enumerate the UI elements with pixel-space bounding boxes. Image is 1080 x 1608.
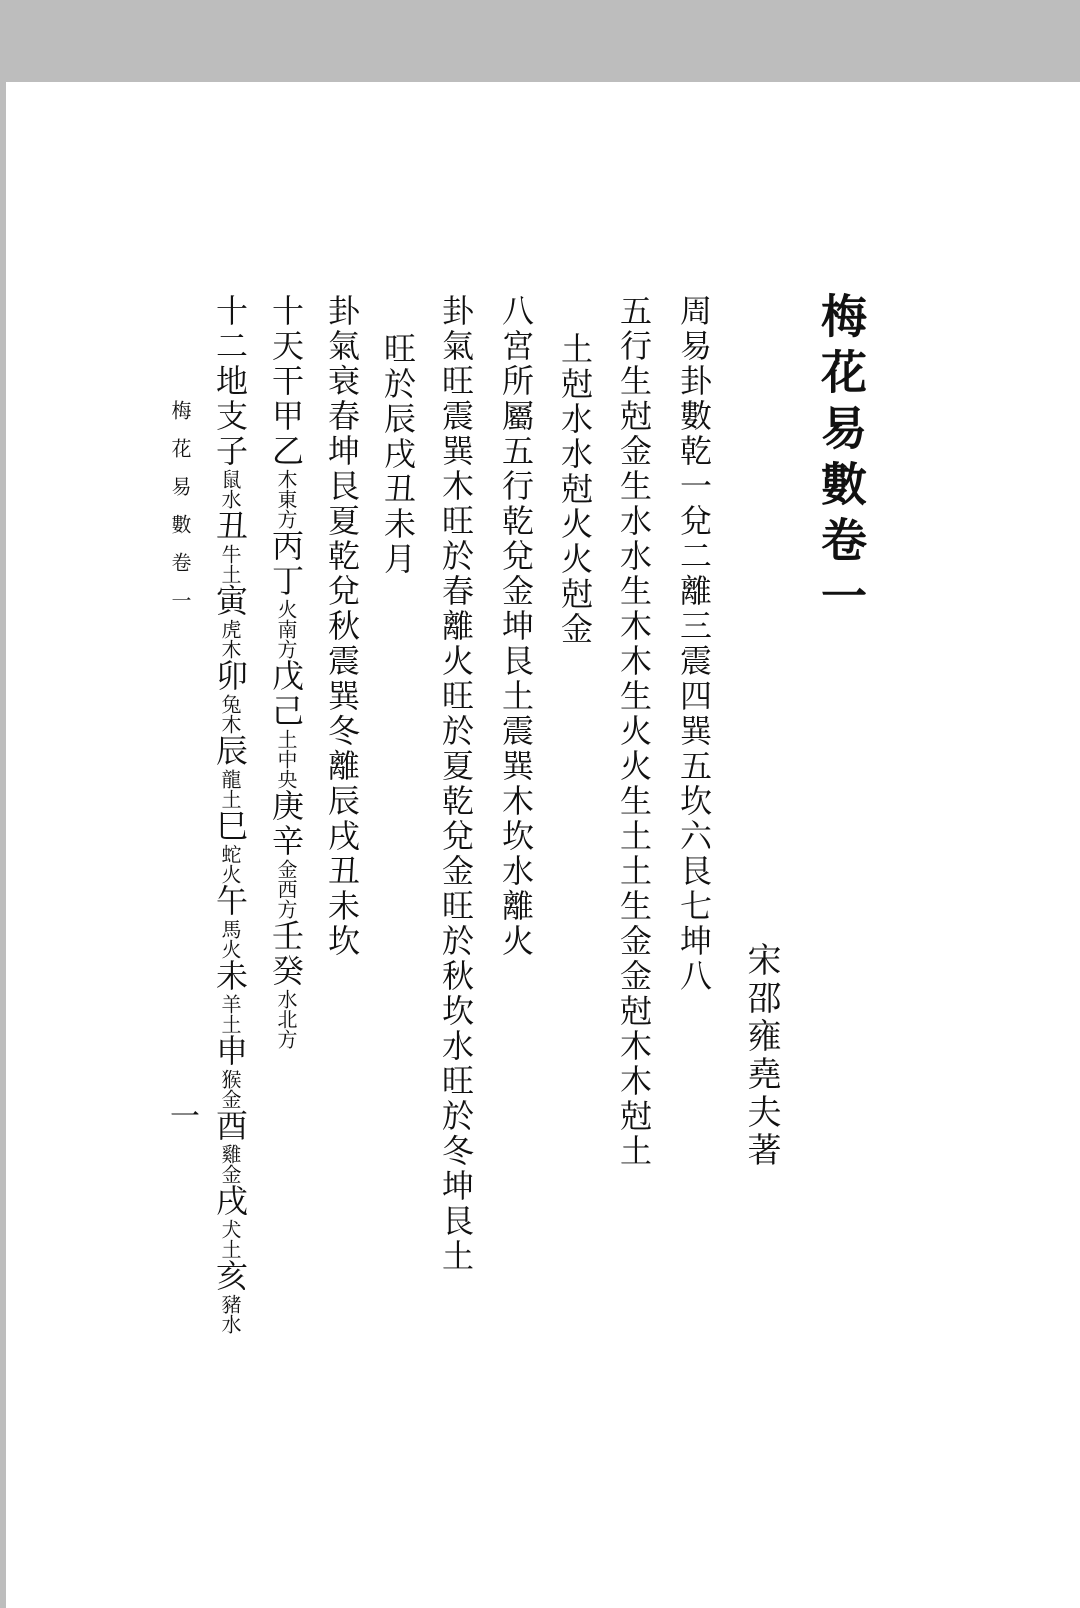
branch-char: 亥 <box>211 1259 249 1294</box>
author-line <box>743 942 779 1170</box>
stem-pair: 壬癸 <box>267 919 305 989</box>
text-line-eight-palaces <box>498 294 534 959</box>
line-heading: 十二地支 <box>211 294 249 434</box>
line-item: 春坤艮 <box>323 399 361 504</box>
text-line-qi-flourish <box>438 294 474 1274</box>
branch-char: 子 <box>211 434 249 469</box>
text-line-heavenly-stems <box>268 294 304 1049</box>
branch-annotation: 牛土 <box>218 544 242 584</box>
branch-annotation: 鼠水 <box>218 469 242 509</box>
branch-annotation: 兔木 <box>218 694 242 734</box>
page-number: 一 <box>164 1100 199 1133</box>
text-line-qi-flourish-cont: 旺於辰戌丑未月 <box>379 332 417 577</box>
branch-char: 卯 <box>211 659 249 694</box>
branch-annotation: 豬水 <box>218 1294 242 1334</box>
line-item: 坤八 <box>675 924 713 994</box>
line-heading: 周易卦數 <box>675 294 713 434</box>
line-item: 坎水 <box>497 819 535 889</box>
author-name: 雍堯夫著 <box>741 1018 781 1170</box>
line-item: 坤艮土 <box>497 609 535 714</box>
line-item: 震巽木 <box>497 714 535 819</box>
line-item: 艮七 <box>675 854 713 924</box>
branch-char: 巳 <box>211 809 249 844</box>
line-item: 土尅水 <box>556 332 594 437</box>
line-item: 辰戌丑未坎 <box>323 784 361 959</box>
text-line-five-phases <box>616 294 652 1169</box>
line-item: 乾一 <box>675 434 713 504</box>
chapter-title: 梅花易數卷一 <box>814 292 868 628</box>
stem-annotation: 木東方 <box>274 469 298 529</box>
line-item: 木尅土 <box>615 1064 653 1169</box>
branch-annotation: 蛇火 <box>218 844 242 884</box>
line-item: 離火旺於夏 <box>437 609 475 784</box>
text-line-qi-decline <box>324 294 360 959</box>
branch-annotation: 猴金 <box>218 1069 242 1109</box>
branch-annotation: 虎木 <box>218 619 242 659</box>
line-heading: 五行生尅 <box>615 294 653 434</box>
stem-pair: 庚辛 <box>267 789 305 859</box>
branch-char: 戌 <box>211 1184 249 1219</box>
branch-annotation: 馬火 <box>218 919 242 959</box>
line-item: 土生金 <box>615 854 653 959</box>
text-line-five-phases-cont <box>557 332 593 647</box>
line-item: 坎水旺於冬 <box>437 994 475 1169</box>
text-line-trigram-numbers <box>676 294 712 994</box>
line-item: 兌二 <box>675 504 713 574</box>
line-item: 火尅金 <box>556 542 594 647</box>
running-head: 梅花易數卷一 <box>168 400 192 628</box>
line-item: 水尅火 <box>556 437 594 542</box>
stem-annotation: 土中央 <box>274 729 298 789</box>
line-item: 冬離 <box>323 714 361 784</box>
stem-pair: 甲乙 <box>267 399 305 469</box>
line-item: 乾兌金 <box>497 504 535 609</box>
stem-pair: 丙丁 <box>267 529 305 599</box>
branch-char: 辰 <box>211 734 249 769</box>
line-item: 木生火 <box>615 644 653 749</box>
line-item: 坎六 <box>675 784 713 854</box>
stem-pair: 戊己 <box>267 659 305 729</box>
document-page <box>6 82 1080 1608</box>
author-dynasty-name: 宋邵 <box>741 942 781 1018</box>
line-heading: 卦氣衰 <box>323 294 361 399</box>
branch-char: 申 <box>211 1034 249 1069</box>
line-heading: 卦氣旺 <box>437 294 475 399</box>
branch-char: 丑 <box>211 509 249 544</box>
branch-annotation: 犬土 <box>218 1219 242 1259</box>
line-item: 夏乾兌 <box>323 504 361 609</box>
line-item: 金生水 <box>615 434 653 539</box>
stem-annotation: 火南方 <box>274 599 298 659</box>
text-line-earthly-branches <box>212 294 248 1334</box>
line-item: 巽五 <box>675 714 713 784</box>
branch-char: 寅 <box>211 584 249 619</box>
branch-annotation: 雞金 <box>218 1144 242 1184</box>
branch-char: 午 <box>211 884 249 919</box>
line-item: 震巽木旺於春 <box>437 399 475 609</box>
line-item: 離三 <box>675 574 713 644</box>
branch-annotation: 羊土 <box>218 994 242 1034</box>
line-item: 坤艮土 <box>437 1169 475 1274</box>
line-item: 水生木 <box>615 539 653 644</box>
line-item: 離火 <box>497 889 535 959</box>
line-heading: 八宮所屬五行 <box>497 294 535 504</box>
line-item: 震四 <box>675 644 713 714</box>
branch-char: 未 <box>211 959 249 994</box>
line-item: 乾兌金旺於秋 <box>437 784 475 994</box>
line-item: 火生土 <box>615 749 653 854</box>
line-item: 秋震巽 <box>323 609 361 714</box>
branch-annotation: 龍土 <box>218 769 242 809</box>
line-item: 金尅木 <box>615 959 653 1064</box>
branch-char: 酉 <box>211 1109 249 1144</box>
line-heading: 十天干 <box>267 294 305 399</box>
stem-annotation: 金西方 <box>274 859 298 919</box>
stem-annotation: 水北方 <box>274 989 298 1049</box>
